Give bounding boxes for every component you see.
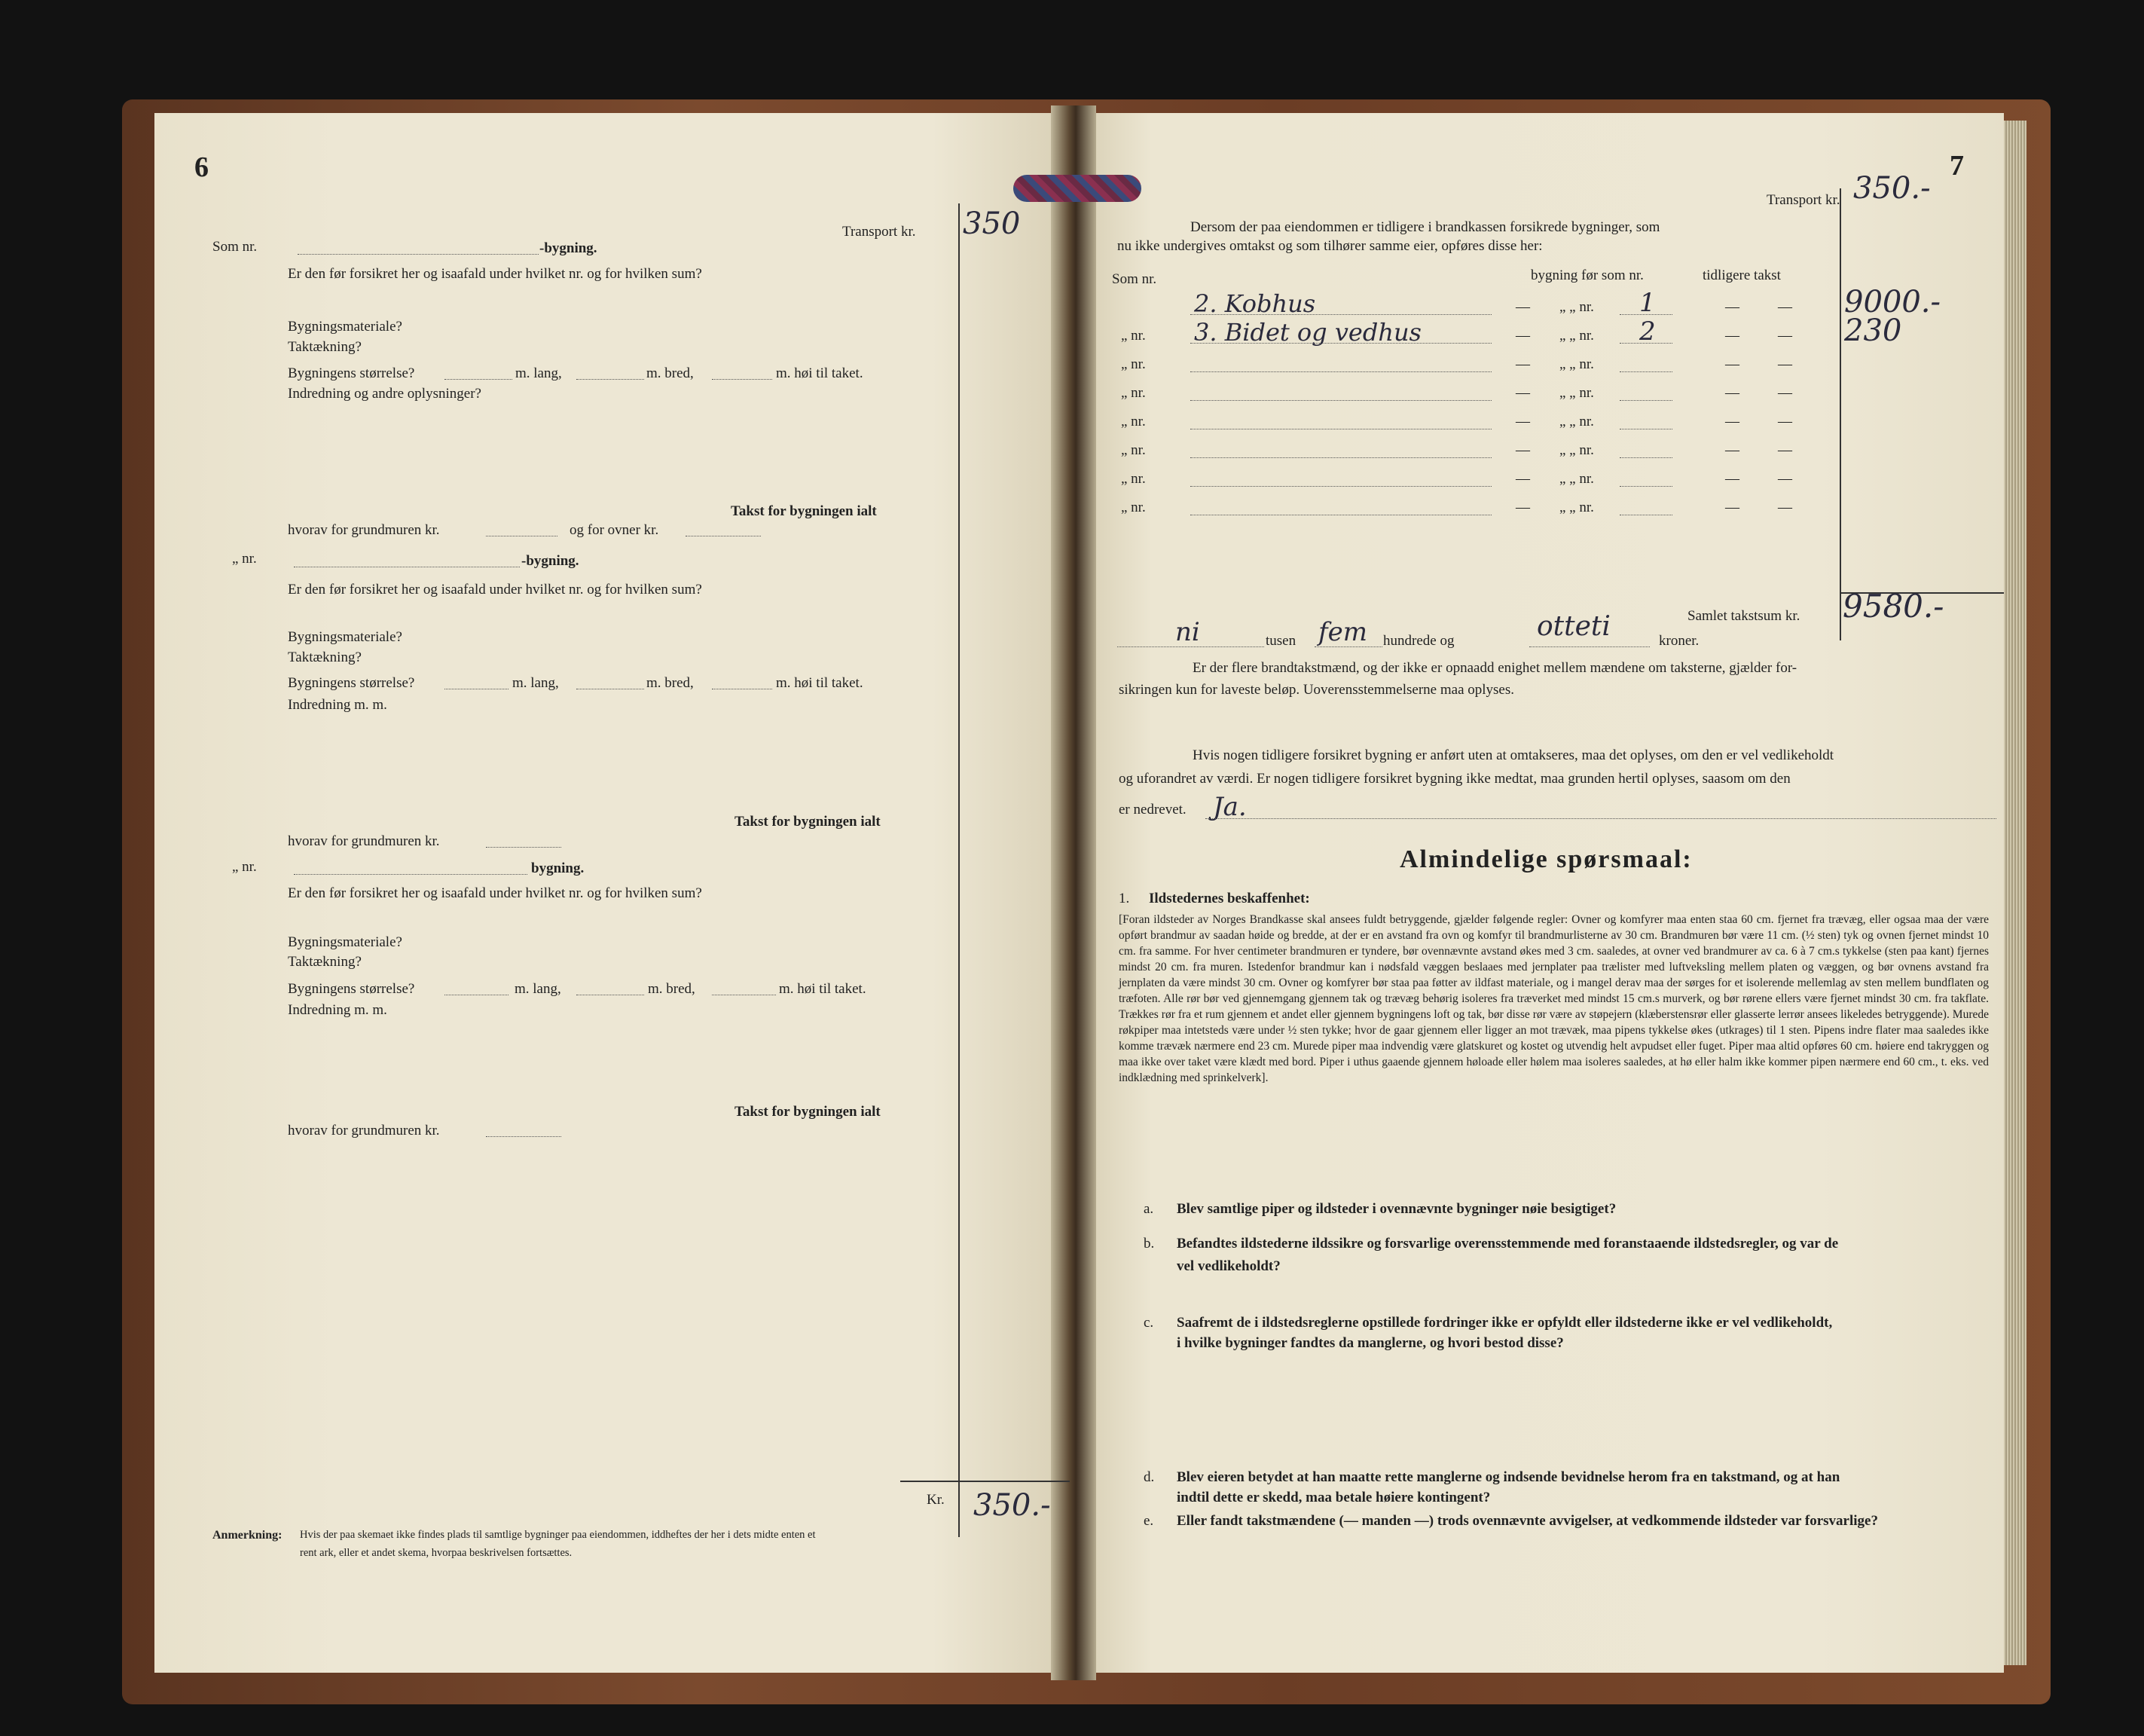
row-rule — [1190, 371, 1492, 372]
section-heading: Almindelige spørsmaal: — [1400, 845, 1693, 873]
words-ni: ni — [1175, 617, 1200, 647]
block2-materiale: Bygningsmateriale? — [288, 629, 402, 645]
row-nr: „ „ nr. — [1559, 414, 1594, 429]
block1-bygning: -bygning. — [539, 240, 597, 256]
row-dash: — — [1778, 328, 1792, 344]
block1-ovner: og for ovner kr. — [570, 522, 659, 538]
total-label-left: Kr. — [927, 1492, 945, 1508]
col-bygning-for: bygning før som nr. — [1531, 267, 1644, 283]
row-for-nr: 2 — [1639, 316, 1656, 347]
row-rule — [1190, 486, 1492, 487]
total-value-left: 350.- — [973, 1488, 1051, 1523]
row-dash: — — [1725, 500, 1739, 515]
block1-storrelse: Bygningens størrelse? — [288, 365, 415, 381]
block2-takst: Takst for bygningen ialt — [735, 814, 881, 830]
row-dash: — — [1725, 414, 1739, 429]
row-dash: — — [1778, 414, 1792, 429]
block3-hvorav: hvorav for grundmuren kr. — [288, 1123, 440, 1138]
transport-label-left: Transport kr. — [842, 224, 916, 240]
row-nr: „ „ nr. — [1559, 500, 1594, 515]
amount-column-line-right — [1840, 188, 1841, 640]
row-rule — [1190, 457, 1492, 458]
block1-question: Er den før forsikret her og isaafald under hvilket nr. og for hvilken sum? — [288, 266, 702, 282]
rule — [1529, 646, 1650, 647]
ribbon-bookmark — [1013, 175, 1141, 202]
row-dash: — — [1516, 328, 1530, 344]
block3-lead: „ nr. — [232, 859, 257, 875]
block2-m-hoi: m. høi til taket. — [776, 675, 863, 691]
block3-question: Er den før forsikret her og isaafald under hvilket nr. og for hvilken sum? — [288, 885, 702, 901]
total-rule — [900, 1481, 1070, 1482]
rule — [1117, 646, 1264, 647]
samlet-value: 9580.- — [1843, 588, 1944, 625]
words-hundrede: hundrede og — [1383, 633, 1455, 649]
samlet-label: Samlet takstsum kr. — [1687, 608, 1800, 624]
transport-label-right: Transport kr. — [1767, 192, 1840, 208]
transport-value-left: 350 — [963, 206, 1021, 241]
block2-question: Er den før forsikret her og isaafald under hvilket nr. og for hvilken sum? — [288, 582, 702, 598]
row-dash: — — [1778, 356, 1792, 372]
block1-indredning: Indredning og andre oplysninger? — [288, 386, 481, 402]
qa-label: a. — [1144, 1201, 1154, 1217]
row-dash: — — [1725, 471, 1739, 487]
row-rule — [1620, 400, 1672, 401]
row-nr: „ „ nr. — [1559, 442, 1594, 458]
rule — [486, 1136, 561, 1137]
block2-storrelse: Bygningens størrelse? — [288, 675, 415, 691]
row-rule — [1620, 486, 1672, 487]
row-dash: — — [1516, 385, 1530, 401]
row-dash: — — [1778, 442, 1792, 458]
row-dash: — — [1778, 299, 1792, 315]
book-gutter — [1051, 105, 1096, 1680]
row-lead: „ nr. — [1121, 356, 1146, 372]
row-dash: — — [1516, 442, 1530, 458]
row-dash: — — [1725, 356, 1739, 372]
block3-m-bred: m. bred, — [648, 981, 695, 997]
words-fem: fem — [1318, 617, 1367, 647]
block2-indredning: Indredning m. m. — [288, 697, 387, 713]
row-dash: — — [1516, 414, 1530, 429]
block1-building-rule — [298, 254, 539, 255]
row-lead: „ nr. — [1121, 414, 1146, 429]
block3-m-hoi: m. høi til taket. — [779, 981, 866, 997]
col-tidligere: tidligere takst — [1703, 267, 1781, 283]
block1-hvorav: hvorav for grundmuren kr. — [288, 522, 440, 538]
row-dash: — — [1725, 442, 1739, 458]
amount-column-line — [958, 203, 960, 1537]
rule — [576, 379, 644, 380]
words-tusen: tusen — [1266, 633, 1296, 649]
rule — [444, 379, 512, 380]
qa-text: Blev samtlige piper og ildsteder i ovennævnte bygninger nøie besigtiget? — [1177, 1201, 1617, 1217]
block3-takst: Takst for bygningen ialt — [735, 1104, 881, 1120]
flere-line-2: sikringen kun for laveste beløp. Uoverensstemmelserne maa oplyses. — [1119, 682, 1514, 698]
qc-text-2: i hvilke bygninger fandtes da manglerne, og hvori bestod disse? — [1177, 1335, 1564, 1351]
q1-title: Ildstedernes beskaffenhet: — [1149, 891, 1310, 906]
row-takst: 230 — [1844, 313, 1902, 348]
row-dash: — — [1516, 471, 1530, 487]
row-dash: — — [1516, 299, 1530, 315]
qc-text-1: Saafremt de i ildstedsreglerne opstillede fordringer ikke er opfyldt eller ildstederne ikke er vel vedlikeholdt, — [1177, 1315, 1833, 1331]
row-rule — [1620, 457, 1672, 458]
row-nr: „ „ nr. — [1559, 356, 1594, 372]
hvis-line-1: Hvis nogen tidligere forsikret bygning er anført uten at omtakseres, maa det oplyses, om den er vel vedlikeholdt — [1193, 747, 1834, 763]
block1-m-lang: m. lang, — [515, 365, 562, 381]
block3-m-lang: m. lang, — [515, 981, 561, 997]
anmerkning-label: Anmerkning: — [212, 1529, 283, 1542]
row-dash: — — [1778, 385, 1792, 401]
block1-materiale: Bygningsmateriale? — [288, 319, 402, 335]
block2-m-bred: m. bred, — [646, 675, 694, 691]
qe-text: Eller fandt takstmændene (— manden —) trods ovennævnte avvigelser, at vedkommende ildsteder var forsvarlige? — [1177, 1513, 1878, 1529]
row-lead: „ nr. — [1121, 500, 1146, 515]
block1-lead: Som nr. — [212, 239, 258, 255]
row-nr: „ „ nr. — [1559, 328, 1594, 344]
block2-hvorav: hvorav for grundmuren kr. — [288, 833, 440, 849]
row-dash: — — [1725, 299, 1739, 315]
anmerkning-text-2: rent ark, eller et andet skema, hvorpaa beskrivelsen fortsættes. — [300, 1547, 573, 1559]
row-rule — [1620, 371, 1672, 372]
qd-text-2: indtil dette er skedd, maa betale høiere kontingent? — [1177, 1490, 1491, 1505]
row-lead: „ nr. — [1121, 328, 1146, 344]
rule — [1315, 646, 1382, 647]
rule — [486, 847, 561, 848]
transport-value-right: 350.- — [1853, 171, 1931, 206]
flere-line-1: Er der flere brandtakstmænd, og der ikke er opnaadd enighet mellem mændene om taksterne, gjælder for- — [1193, 660, 1797, 676]
intro-line-2: nu ikke undergives omtakst og som tilhører samme eier, opføres disse her: — [1117, 238, 1543, 254]
anmerkning-text-1: Hvis der paa skemaet ikke findes plads til samtlige bygninger paa eiendommen, iddheftes der her i dets midte enten et — [300, 1529, 816, 1541]
hvis-line-2: og uforandret av værdi. Er nogen tidligere forsikret bygning ikke medtat, maa grunden hertil oplyses, saasom om den — [1119, 771, 1791, 787]
qe-label: e. — [1144, 1513, 1154, 1529]
rule — [1205, 818, 1996, 819]
row-takst: 9000.- — [1844, 285, 1941, 319]
rule — [294, 874, 527, 875]
block1-m-bred: m. bred, — [646, 365, 694, 381]
page-edges — [2004, 121, 2026, 1665]
block3-storrelse: Bygningens størrelse? — [288, 981, 415, 997]
row-dash: — — [1725, 328, 1739, 344]
row-lead: „ nr. — [1121, 385, 1146, 401]
qd-text-1: Blev eieren betydet at han maatte rette manglerne og indsende bevidnelse herom fra en takstmand, og at han — [1177, 1469, 1840, 1485]
row-dash: — — [1516, 500, 1530, 515]
block2-taktaekning: Taktækning? — [288, 649, 362, 665]
q1-label: 1. — [1119, 891, 1130, 906]
block3-materiale: Bygningsmateriale? — [288, 934, 402, 950]
col-som: Som nr. — [1112, 271, 1157, 287]
block2-lead: „ nr. — [232, 551, 257, 567]
block1-m-hoi: m. høi til taket. — [776, 365, 863, 381]
block1-taktaekning: Taktækning? — [288, 339, 362, 355]
qb-text-2: vel vedlikeholdt? — [1177, 1258, 1281, 1274]
qb-text-1: Befandtes ildstederne ildssikre og forsvarlige overensstemmende med foranstaaende ildstedsregler, og var de — [1177, 1236, 1839, 1252]
words-otteti: otteti — [1537, 611, 1611, 642]
row-nr: „ „ nr. — [1559, 471, 1594, 487]
hvis-answer: Ja. — [1213, 792, 1247, 822]
page-number-right: 7 — [1950, 150, 1964, 182]
page-number-left: 6 — [194, 151, 209, 183]
block1-takst: Takst for bygningen ialt — [731, 503, 877, 519]
block2-m-lang: m. lang, — [512, 675, 559, 691]
row-for-nr: 1 — [1639, 288, 1656, 318]
row-building: 2. Kobhus — [1194, 289, 1316, 318]
row-nr: „ „ nr. — [1559, 385, 1594, 401]
intro-line-1: Dersom der paa eiendommen er tidligere i brandkassen forsikrede bygninger, som — [1190, 219, 1660, 235]
rule — [712, 379, 772, 380]
row-rule — [1190, 400, 1492, 401]
row-dash: — — [1516, 356, 1530, 372]
row-nr: „ „ nr. — [1559, 299, 1594, 315]
row-building: 3. Bidet og vedhus — [1194, 318, 1422, 347]
qd-label: d. — [1144, 1469, 1155, 1485]
q1-body: [Foran ildsteder av Norges Brandkasse skal ansees fuldt betryggende, gjælder følgende regler: Ovner og komfyrer maa enten staa 60 cm. fjernet fra trævæg, eller ogsaa maa der være opført brandmur av saadan høide og bredde, at der er en avstand fra ovn og komfyr til brandmurlisterne av 30 cm. Brandmuren bør være 11 cm. (½ sten) tyk og ovnen fjernet mindst 10 cm. fra samme. For hver centimeter brandmuren er tyndere, bør ovennævnte avstand økes med 3 cm. saaledes, at ovner ved brandmurer av ca. 6 à 7 cm.s tykkelse (sten paa kant) fjernes mindst 20 cm. fra muren. Istedenfor brandmur kan i nødsfald væggen beslaaes med jernplater paa trælister med luftveksling mellem platen og væggen, og bør ovnens avstand fra jernplaten da være mindst 30 cm. Ovner og komfyrer bør staa paa føtter av ildfast materiale, og i mangel derav maa der sørges for et isolerende mellemlag av sten mellem bundflaten og træfoten. Alle rør bør ved gjennemgang gjennem tak og trævæg behørig isoleres fra træverket med mindst 15 cm.s murverk, og bør rørene ellers være fjernet mindst 30 cm. fra takflate. Trækkes rør fra et rum gjennem et andet eller gjennem bygningens loft og tak, bør disse rør være av støpejern (klæberstensrør eller glasserte lerrør ansees likeledes betryggende). Murede røkpiper maa intetsteds være under ½ sten tykke; hvor de gaar gjennem eller ligger an mot trævæk, maa pipens tykkelse økes (utkrages) til 1 sten. Pipens indre flater maa saaledes ikke komme trævæk nærmere end 23 cm. Murede piper maa indvendig være glatskuret og kostet og utvendig helt avpudset eller fuget. Piper maa altid opføres 60 cm. høiere end takryggen og maa ikke over taket være klædt med bord. Piper i uthus gaaende gjennem høloade eller hølem maa isoleres saaledes, at hø eller halm ikke kommer pipen nærmere end 60 cm., t. eks. ved indklædning med sprinkelverk]. — [1119, 913, 1989, 1084]
block3-indredning: Indredning m. m. — [288, 1002, 387, 1018]
qb-label: b. — [1144, 1236, 1155, 1252]
row-dash: — — [1725, 385, 1739, 401]
block3-bygning: bygning. — [531, 860, 585, 876]
block2-bygning: -bygning. — [521, 553, 579, 569]
hvis-line-3: er nedrevet. — [1119, 802, 1187, 818]
row-dash: — — [1778, 500, 1792, 515]
block3-taktaekning: Taktækning? — [288, 954, 362, 970]
qc-label: c. — [1144, 1315, 1154, 1331]
row-dash: — — [1778, 471, 1792, 487]
words-kroner: kroner. — [1659, 633, 1700, 649]
row-lead: „ nr. — [1121, 442, 1146, 458]
row-lead: „ nr. — [1121, 471, 1146, 487]
